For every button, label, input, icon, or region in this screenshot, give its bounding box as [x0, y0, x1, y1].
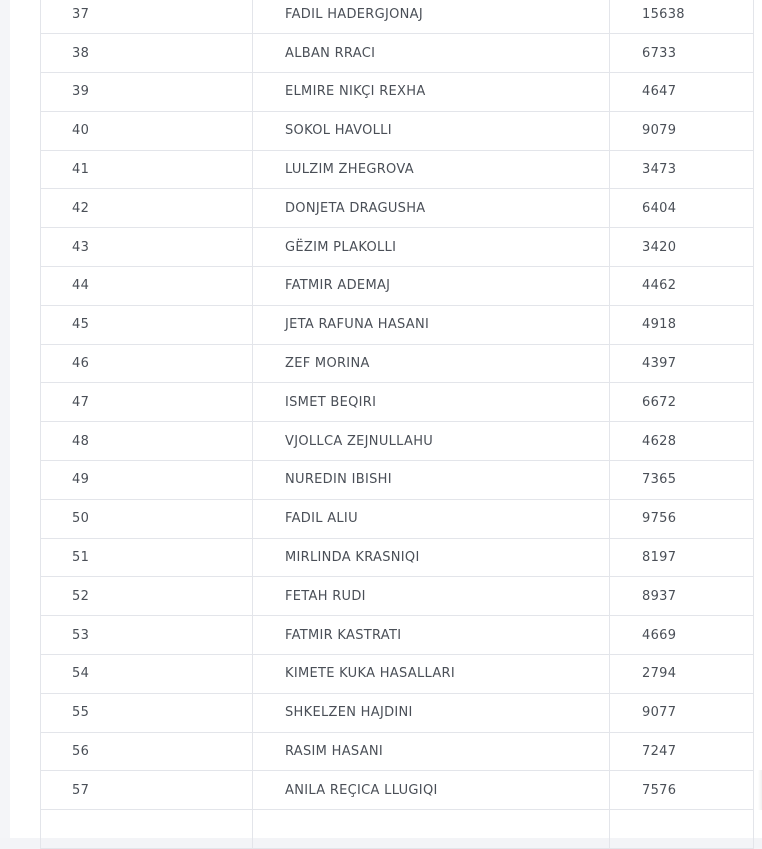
table-row [41, 577, 754, 616]
candidate-number [41, 810, 253, 849]
candidate-votes: 4647 [610, 73, 754, 112]
candidate-name: ALBAN RRACI [253, 34, 610, 73]
page-left-margin [0, 0, 10, 838]
candidate-number: 50 [41, 499, 253, 538]
table-row [41, 344, 754, 383]
table-row [41, 383, 754, 422]
candidate-number: 55 [41, 693, 253, 732]
candidate-number: 57 [41, 771, 253, 810]
candidate-name: FADIL ALIU [253, 499, 610, 538]
candidate-number: 41 [41, 150, 253, 189]
table-row [41, 150, 754, 189]
table-row [41, 499, 754, 538]
candidate-votes: 4628 [610, 422, 754, 461]
candidate-name: VJOLLCA ZEJNULLAHU [253, 422, 610, 461]
candidate-number: 48 [41, 422, 253, 461]
candidate-votes: 7365 [610, 461, 754, 500]
candidate-votes: 4462 [610, 267, 754, 306]
table-row [41, 616, 754, 655]
candidate-name: ISMET BEQIRI [253, 383, 610, 422]
candidate-number: 38 [41, 34, 253, 73]
candidate-votes [610, 810, 754, 849]
candidate-number: 47 [41, 383, 253, 422]
content-panel [10, 0, 762, 838]
table-row [41, 34, 754, 73]
candidate-number: 56 [41, 732, 253, 771]
table-row [41, 655, 754, 694]
candidates-table [40, 0, 754, 849]
candidate-name: FADIL HADERGJONAJ [253, 0, 610, 34]
candidate-number: 52 [41, 577, 253, 616]
scroll-edge [758, 770, 762, 810]
table-row [41, 267, 754, 306]
candidate-name: FETAH RUDI [253, 577, 610, 616]
candidate-name: DONJETA DRAGUSHA [253, 189, 610, 228]
candidate-votes: 7247 [610, 732, 754, 771]
table-row [41, 771, 754, 810]
candidate-votes: 9756 [610, 499, 754, 538]
table-row [41, 0, 754, 34]
candidate-votes: 3420 [610, 228, 754, 267]
candidate-votes: 4397 [610, 344, 754, 383]
table-row [41, 111, 754, 150]
candidate-votes: 9079 [610, 111, 754, 150]
candidate-name: SHKELZEN HAJDINI [253, 693, 610, 732]
table-row [41, 305, 754, 344]
candidate-votes: 6733 [610, 34, 754, 73]
table-body [41, 0, 754, 849]
candidate-name: JETA RAFUNA HASANI [253, 305, 610, 344]
candidate-name: RASIM HASANI [253, 732, 610, 771]
candidate-name: LULZIM ZHEGROVA [253, 150, 610, 189]
candidate-name: ELMIRE NIKÇI REXHA [253, 73, 610, 112]
candidate-votes: 7576 [610, 771, 754, 810]
candidate-name: SOKOL HAVOLLI [253, 111, 610, 150]
candidate-number: 49 [41, 461, 253, 500]
candidate-name: ZEF MORINA [253, 344, 610, 383]
candidate-number: 54 [41, 655, 253, 694]
candidate-name: KIMETE KUKA HASALLARI [253, 655, 610, 694]
candidate-number: 53 [41, 616, 253, 655]
candidate-votes: 6404 [610, 189, 754, 228]
candidate-name: FATMIR ADEMAJ [253, 267, 610, 306]
table-row [41, 538, 754, 577]
candidate-name: ANILA REÇICA LLUGIQI [253, 771, 610, 810]
candidate-number: 45 [41, 305, 253, 344]
table-row [41, 461, 754, 500]
candidate-votes: 2794 [610, 655, 754, 694]
candidate-votes: 8937 [610, 577, 754, 616]
candidate-number: 39 [41, 73, 253, 112]
candidate-votes: 8197 [610, 538, 754, 577]
candidate-name: MIRLINDA KRASNIQI [253, 538, 610, 577]
candidate-votes: 4669 [610, 616, 754, 655]
candidate-name [253, 810, 610, 849]
candidate-number: 44 [41, 267, 253, 306]
table-row [41, 732, 754, 771]
table-row [41, 189, 754, 228]
candidate-number: 40 [41, 111, 253, 150]
candidate-votes: 15638 [610, 0, 754, 34]
candidate-votes: 9077 [610, 693, 754, 732]
candidate-votes: 6672 [610, 383, 754, 422]
table-row [41, 693, 754, 732]
candidate-number: 42 [41, 189, 253, 228]
candidate-number: 46 [41, 344, 253, 383]
table-row [41, 810, 754, 849]
candidate-name: FATMIR KASTRATI [253, 616, 610, 655]
candidate-number: 37 [41, 0, 253, 34]
candidate-number: 51 [41, 538, 253, 577]
candidate-votes: 3473 [610, 150, 754, 189]
candidate-votes: 4918 [610, 305, 754, 344]
table-row [41, 422, 754, 461]
candidate-name: GËZIM PLAKOLLI [253, 228, 610, 267]
table-row [41, 73, 754, 112]
candidate-name: NUREDIN IBISHI [253, 461, 610, 500]
table-row [41, 228, 754, 267]
candidate-number: 43 [41, 228, 253, 267]
